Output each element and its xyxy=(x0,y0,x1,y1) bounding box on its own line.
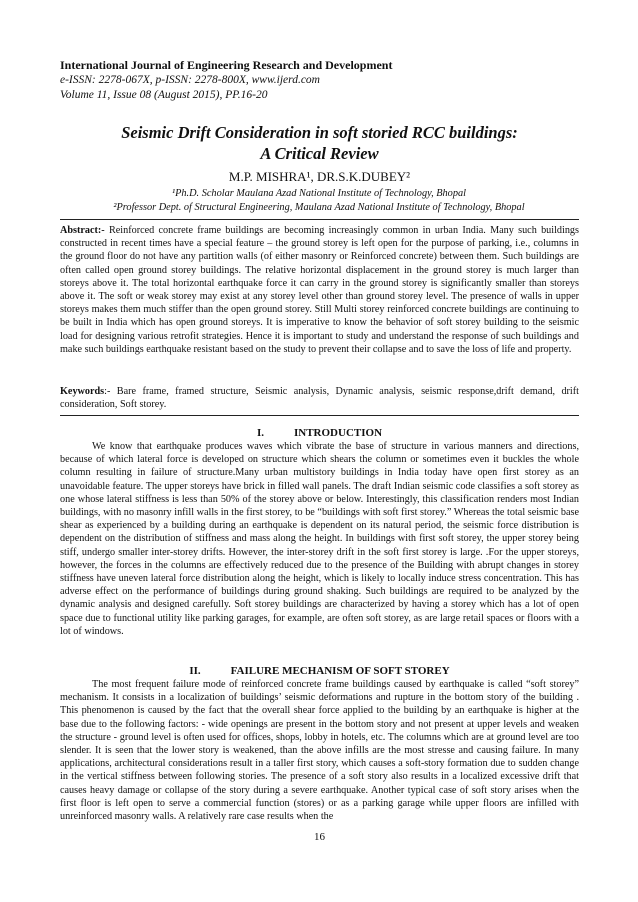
journal-header xyxy=(60,58,580,103)
divider-bottom xyxy=(60,415,579,416)
divider-top xyxy=(60,219,579,220)
keywords-label: Keywords xyxy=(60,386,105,397)
keywords-text: :- Bare frame, framed structure, Seismic analysis, Dynamic analysis, seismic response,drift demand, drift consideration, Soft storey. xyxy=(60,386,579,411)
abstract-text: Reinforced concrete frame buildings are becoming increasingly common in urban India. Many such buildings constructed in recent times have a special feature – the ground storey is left open for the purpose of parking, i.e., columns in the ground floor do not have any partition walls (of either masonry or Reinforced concrete) between them. Such buildings are often called open ground storey buildings. The relative horizontal displacement in the ground storey is much larger than storeys above it. The total horizontal earthquake force it can carry in the ground storey is significantly smaller than storeys above it. The soft or weak storey may exist at any storey level other than ground storey level. The presence of walls in upper storeys makes them much stiffer than the open ground storey. Still Multi storey reinforced concrete buildings are continuing to be built in India which has open ground storeys. It is imperative to know the behavior of soft storey building to the seismic load for designing various retrofit strategies. Hence it is important to study and understand the response of such buildings and make such buildings earthquake resistant based on the study to prevent their collapse and to save the loss of life and property. xyxy=(60,225,579,355)
page-number: 16 xyxy=(314,831,325,843)
paper-title-line-2: A Critical Review xyxy=(260,144,379,163)
paper-title-line-1: Seismic Drift Consideration in soft storied RCC buildings: xyxy=(121,123,518,142)
section-2-number: II. xyxy=(189,665,201,677)
section-2-text: The most frequent failure mode of reinforced concrete frame buildings caused by earthquake is called “soft storey” mechanism. It consists in a localization of buildings’ seismic deformations and rupture in the bottom story of the building . This phenomenon is caused by the fact that the overall shear force applied to the building by an earthquake is higher at the base due to the following factors: - wide openings are present in the bottom story and not present at upper levels and weaken the structure - ground level is often used for offices, shops, lobby in hotels, etc. The columns which are at ground level are too slender. It is seen that the lower story is weakened, than the above infills are the most stresse and causing failure. In many applications, architectural considerations result in a taller first story, which causes a soft-story formation due to sudden change in the vertical stiffness between following stories. The presence of a soft story also results in a localized excessive drift that causes heavy damage or collapse of the story during a severe earthquake. Another typical case of soft story arises when the first floor is left open to serve a commercial function (stores) or as a parking garage while upper floors are infilled with unreinforced masonry walls. A relatively rare case results when the xyxy=(60,679,579,823)
journal-volume: Volume 11, Issue 08 (August 2015), PP.16-20 xyxy=(60,89,268,101)
keywords xyxy=(60,385,579,411)
abstract xyxy=(60,224,579,356)
journal-issn: e-ISSN: 2278-067X, p-ISSN: 2278-800X, www.ijerd.com xyxy=(60,74,320,86)
section-2-heading xyxy=(60,664,579,678)
section-1-heading xyxy=(60,426,579,440)
abstract-label: Abstract:- xyxy=(60,225,105,236)
paper-authors: M.P. MISHRA¹, DR.S.K.DUBEY² xyxy=(228,169,411,184)
paper-title xyxy=(60,122,579,164)
section-2-title: FAILURE MECHANISM OF SOFT STOREY xyxy=(230,665,450,677)
affiliation-2: ²Professor Dept. of Structural Engineering, Maulana Azad National Institute of Technology, Bhopal xyxy=(113,202,525,213)
affiliation-1: ¹Ph.D. Scholar Maulana Azad National Institute of Technology, Bhopal xyxy=(172,188,466,199)
journal-name: International Journal of Engineering Research and Development xyxy=(60,58,393,72)
section-1-title: INTRODUCTION xyxy=(294,427,383,439)
section-1-text: We know that earthquake produces waves which vibrate the base of structure in various manners and directions, because of which lateral force is developed on structure which shears the column or sometimes even it buckles the whole column resulting in failure of structure.Many urban multistory buildings in India today have open first storey as an unavoidable feature. The upper storeys have brick in filled wall panels. The draft Indian seismic code classifies a soft storey as one whose lateral stiffness is less than 50% of the storey above or below. Interestingly, this classification renders most Indian buildings, with no masonry infill walls in the first storey, to be “buildings with soft first storey.” Whereas the total seismic base shear as experienced by a building during an earthquake is dependent on its natural period, the seismic force distribution is dependent on the distribution of stiffness and mass along the height. In buildings with first soft storey, the upper storey being stiff, undergo smaller inter-storey drifts. However, the inter-storey drift in the soft first storey is large. .For the upper storeys, however, the forces in the columns are effectively reduced due to the presence of the Building with abrupt changes in storey stiffness have uneven lateral force distribution along the height, which is likely to locally induce stress concentration. This has adverse effect on the performance of buildings during ground shaking. Such buildings are required to be analyzed by the dynamic analysis and designed carefully. Soft storey buildings are characterized by having a storey which has a lot of open space due to functional utility like parking garages, for example, are often soft storey, as are large retail spaces or floors with a lot of windows. xyxy=(60,441,579,637)
section-1-number: I. xyxy=(256,427,264,439)
